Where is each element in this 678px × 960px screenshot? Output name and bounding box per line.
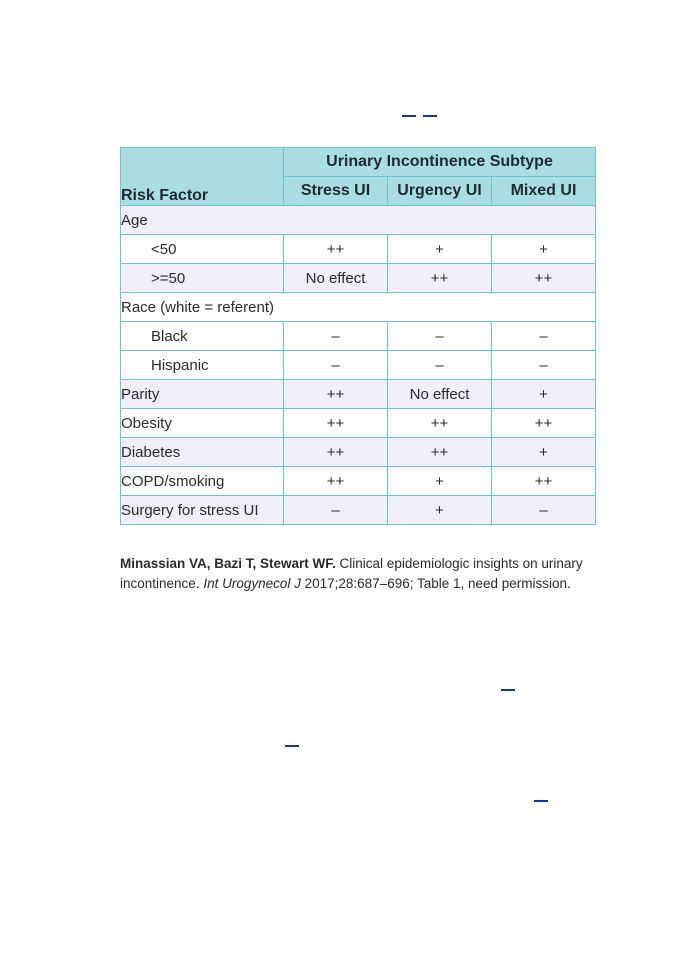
citation-details: 2017;28:687–696; Table 1, need permission. <box>300 576 571 591</box>
table-cell: ++ <box>284 438 388 467</box>
table-row <box>121 322 596 351</box>
reference-link-mark[interactable] <box>285 745 299 747</box>
row-label: COPD/smoking <box>121 467 284 496</box>
risk-factor-table <box>120 147 596 525</box>
table-cell: ++ <box>284 235 388 264</box>
table-cell: – <box>492 322 596 351</box>
row-label: Age <box>121 206 596 235</box>
row-label: Hispanic <box>121 351 284 380</box>
citation-title: Clinical epidemiologic insights on urinary incontinence. <box>120 556 583 591</box>
column-header-urgency: Urgency UI <box>388 177 492 206</box>
column-header-stress: Stress UI <box>284 177 388 206</box>
table-cell: + <box>492 380 596 409</box>
reference-link-mark[interactable] <box>402 115 416 117</box>
table-cell: – <box>284 322 388 351</box>
row-label: <50 <box>121 235 284 264</box>
reference-link-mark[interactable] <box>534 800 548 802</box>
table-row <box>121 380 596 409</box>
table-cell: No effect <box>388 380 492 409</box>
table-cell: + <box>492 438 596 467</box>
reference-link-mark[interactable] <box>501 689 515 691</box>
table-cell: ++ <box>284 409 388 438</box>
risk-factor-header: Risk Factor <box>121 148 284 206</box>
table-cell: ++ <box>388 264 492 293</box>
column-header-mixed: Mixed UI <box>492 177 596 206</box>
reference-link-mark[interactable] <box>423 115 437 117</box>
table-cell: ++ <box>492 409 596 438</box>
table-row <box>121 438 596 467</box>
table-row <box>121 293 596 322</box>
row-label: Obesity <box>121 409 284 438</box>
table-cell: – <box>284 351 388 380</box>
table-cell: ++ <box>388 409 492 438</box>
table-row <box>121 496 596 525</box>
table-citation <box>120 554 590 594</box>
table-row <box>121 409 596 438</box>
row-label: Race (white = referent) <box>121 293 596 322</box>
table-row <box>121 235 596 264</box>
table-row <box>121 467 596 496</box>
row-label: Parity <box>121 380 284 409</box>
row-label: Diabetes <box>121 438 284 467</box>
citation-authors: Minassian VA, Bazi T, Stewart WF. <box>120 556 336 571</box>
row-label: Black <box>121 322 284 351</box>
table-cell: + <box>388 235 492 264</box>
table-cell: – <box>492 496 596 525</box>
row-label: Surgery for stress UI <box>121 496 284 525</box>
table-cell: – <box>492 351 596 380</box>
table-cell: + <box>492 235 596 264</box>
table-cell: ++ <box>388 438 492 467</box>
row-label: >=50 <box>121 264 284 293</box>
subtype-group-header: Urinary Incontinence Subtype <box>284 148 596 177</box>
table-cell: No effect <box>284 264 388 293</box>
table-cell: + <box>388 467 492 496</box>
table-row <box>121 206 596 235</box>
table-cell: – <box>284 496 388 525</box>
table-row <box>121 264 596 293</box>
table-row <box>121 351 596 380</box>
table-cell: + <box>388 496 492 525</box>
table-cell: – <box>388 351 492 380</box>
table-cell: ++ <box>492 264 596 293</box>
table-cell: ++ <box>284 380 388 409</box>
table-cell: – <box>388 322 492 351</box>
table-cell: ++ <box>284 467 388 496</box>
table-cell: ++ <box>492 467 596 496</box>
citation-journal: Int Urogynecol J <box>203 576 301 591</box>
